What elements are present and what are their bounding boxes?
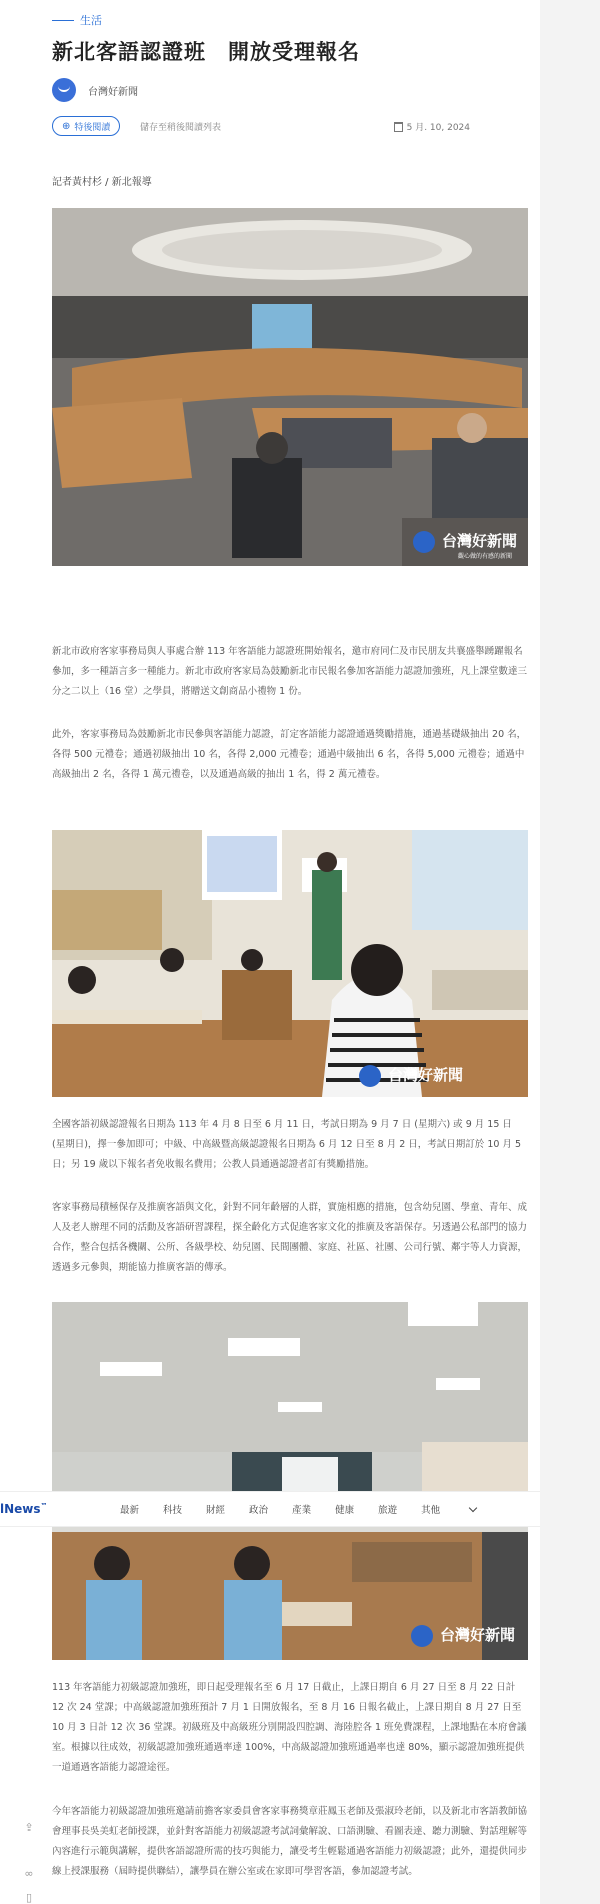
chevron-down-icon (469, 1504, 477, 1512)
author-avatar[interactable] (52, 78, 76, 102)
bookmark-add-icon: ⊕ (62, 120, 71, 132)
read-later-button[interactable] (52, 116, 120, 136)
paragraph-5: 113 年客語能力初級認證加強班，即日起受理報名至 6 月 17 日截止，上課日期自 6 月 27 日至 8 月 22 日計 12 次 24 堂課；中高級認證加強班預計 7 月 1 日開放報名，至 8 月 16 日報名截止，上課日期自 8 月 27 日至 10 月 3 日計 12 次 36 堂課。初級班及中高級班分別開設四腔調、海陸腔各 1 班免費課程，上課地點在本府會議室。根據以往成效，初級認證加強班通過率達 100%，中高級認證加強班通過率也達 80%，顯示認證加強班提供一道通過客語能力認證途徑。 (52, 1682, 527, 1773)
watermark-name: 台灣好新聞 (440, 1626, 516, 1644)
nav-links (120, 1502, 524, 1516)
site-logo-text: lNews (0, 1502, 41, 1516)
category-line (52, 20, 74, 21)
publish-date-text: 5 月. 10, 2024 (406, 123, 470, 133)
nav-item-other[interactable] (421, 1502, 500, 1516)
paragraph-6: 今年客語能力初級認證加強班邀請前擔客家委員會客家事務獎章莊鳳玉老師及張淑玲老師，以及新北市客語教師協會理事長吳美虹老師授課，並針對客語能力初級認證考試詞彙解說、口語測驗、看圖表達、聽力測驗、對話理解等內容進行示範與講解，提供客語認證所需的技巧與能力，讓受考生輕鬆通過客語能力初級認證；此外，還提供同步線上授課服務（屆時提供聯結），讓學員在辦公室或在家即可學習客語，參加認證考試。 (52, 1806, 528, 1877)
article-title: 新北客語認證班 開放受理報名 (52, 40, 360, 64)
paragraph-3: 全國客語初級認證報名日期為 113 年 4 月 8 日至 6 月 11 日，考試日期為 9 月 7 日 (星期六) 或 9 月 15 日 (星期日)，擇一參加即可；中級、中高級暨高級認證報名日期為 6 月 12 日至 8 月 2 日，考試日期訂於 10 月 5 日；另 19 歲以下報名者免收報名費用；公教人員通過認證者訂有獎勵措施。 (52, 1119, 521, 1170)
calendar-icon (394, 122, 403, 132)
article-photo-2 (52, 830, 528, 1097)
read-later-hint: 儲存至稍後閱讀列表 (140, 123, 222, 133)
author-name[interactable]: 台灣好新聞 (88, 86, 138, 98)
nav-item-industry[interactable]: 產業 (292, 1505, 312, 1516)
link-icon[interactable]: ∞ (24, 1866, 34, 1880)
article-photo-3 (52, 1302, 528, 1660)
paragraph-4: 客家事務局積極保存及推廣客語與文化，針對不同年齡層的人群，實施相應的措施，包含幼兒園、學童、青年、成人及老人辦理不同的活動及客語研習課程，探全齡化方式促進客家文化的推廣及客語保存。另透過公私部門的協力合作，整合包括各機關、公所、各級學校、幼兒園、民間團體、家庭、社區、社團、公司行號、鄰宇等人力資源，透過多元參與，期能協力推廣客語的傳承。 (52, 1202, 528, 1273)
nav-item-politics[interactable]: 政治 (249, 1505, 269, 1516)
nav-item-other-label: 其他 (421, 1505, 441, 1516)
article-photo-1 (52, 208, 528, 566)
nav-item-latest[interactable]: 最新 (120, 1505, 140, 1516)
paragraph-2: 此外，客家事務局為鼓勵新北市民參與客語能力認證，訂定客語能力認證通過獎勵措施，通過基礎級抽出 20 名，各得 500 元禮卷；通過初級抽出 10 名，各得 2,000 元禮卷；通過中級抽出 6 名，各得 5,000 元禮卷；通過中高級抽出 2 名，各得 1 萬元禮卷，以及通過高級的抽出 1 名，得 2 萬元禮卷。 (52, 729, 527, 780)
nav-item-tech[interactable]: 科技 (163, 1505, 183, 1516)
nav-item-travel[interactable]: 旅遊 (378, 1505, 398, 1516)
right-gutter (540, 0, 600, 1904)
site-logo-mark: ™ (40, 1502, 48, 1510)
site-navbar (0, 1491, 540, 1527)
nav-item-health[interactable]: 健康 (335, 1505, 355, 1516)
watermark-name: 台灣好新聞 (442, 532, 518, 550)
category-text: 生活 (80, 14, 102, 27)
bookmark-icon[interactable]: ▯ (25, 1890, 33, 1904)
nav-item-finance[interactable]: 財經 (206, 1505, 226, 1516)
watermark-name: 台灣好新聞 (388, 1066, 464, 1084)
site-logo[interactable] (0, 1502, 120, 1516)
watermark-slogan: 觀心做的有感的新聞 (458, 553, 513, 560)
paragraph-1: 新北市政府客家事務局與人事處合辦 113 年客語能力認證班開始報名，邀市府同仁及市民朋友共襄盛舉踴躍報名參加，多一種語言多一種能力。新北市政府客家局為鼓勵新北市民報名參加客語能力認證加強班，凡上課堂數達三分之二以上（16 堂）之學員，將贈送文創商品小禮物 1 份。 (52, 646, 528, 697)
category-label[interactable] (52, 12, 102, 28)
share-icon[interactable]: ⇪ (24, 1820, 34, 1834)
read-later-label: 特後閱讀 (74, 122, 111, 133)
publish-date (394, 120, 470, 133)
smile-icon (58, 84, 70, 92)
author-block[interactable] (52, 78, 138, 102)
reporter-byline: 記者黃村杉 / 新北報導 (52, 177, 152, 188)
